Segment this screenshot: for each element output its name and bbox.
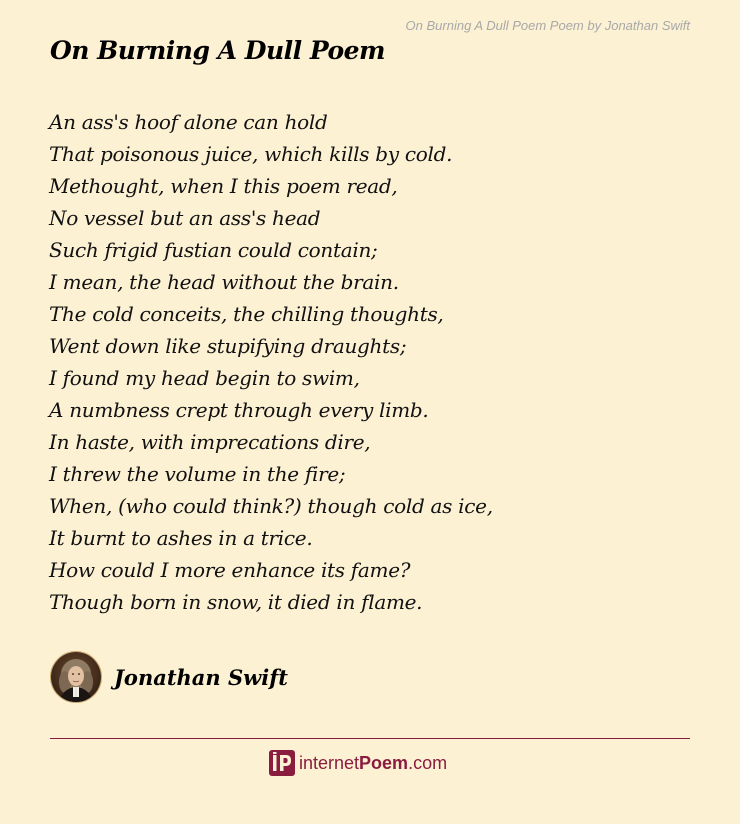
author-block[interactable] [50,651,288,703]
poem-line: A numbness crept through every limb. [49,398,429,422]
poem-line: In haste, with imprecations dire, [49,430,371,454]
poem-body [49,106,493,618]
site-logo-text [299,753,447,774]
poem-line: I threw the volume in the fire; [49,462,346,486]
site-logo-link[interactable] [269,750,447,776]
poem-line: That poisonous juice, which kills by cold. [49,142,453,166]
poem-line: Such frigid fustian could contain; [49,238,378,262]
logo-bold: Poem [359,752,409,773]
poem-line: I found my head begin to swim, [49,366,360,390]
author-avatar[interactable] [50,651,102,703]
header-caption: On Burning A Dull Poem Poem by Jonathan Swift [405,18,690,33]
poem-line: It burnt to ashes in a trice. [49,526,313,550]
poem-line: Though born in snow, it died in flame. [49,590,423,614]
poem-line: The cold conceits, the chilling thoughts, [49,302,444,326]
poem-line: No vessel but an ass's head [49,206,321,230]
logo-suffix: .com [408,752,448,773]
author-name[interactable]: Jonathan Swift [114,664,288,690]
footer-divider [50,738,690,739]
internetpoem-logo-icon [269,750,295,776]
poem-line: How could I more enhance its fame? [49,558,411,582]
poem-line: I mean, the head without the brain. [49,270,399,294]
author-portrait-icon [51,652,101,702]
poem-line: Methought, when I this poem read, [49,174,398,198]
poem-line: When, (who could think?) though cold as ice, [49,494,493,518]
poem-line: Went down like stupifying draughts; [49,334,407,358]
poem-title: On Burning A Dull Poem [50,36,385,65]
logo-prefix: internet [299,752,360,773]
poem-line: An ass's hoof alone can hold [49,110,328,134]
